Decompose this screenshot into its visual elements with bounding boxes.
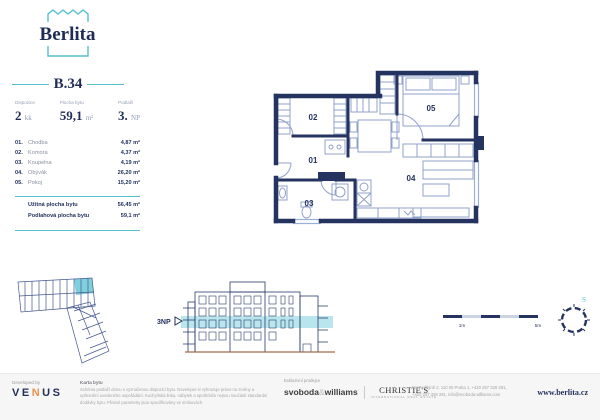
contact-line-1: Na Perštýně 2, 110 00 Praha 1, +420 257 328 281, <box>412 385 507 390</box>
floor-highlight-band <box>181 316 333 328</box>
room-row <box>15 140 140 150</box>
room-area: 15,20 m² <box>117 180 140 186</box>
spec-dispozice <box>15 100 35 124</box>
room-number: 04. <box>15 170 23 176</box>
floor-plan-svg <box>263 60 487 252</box>
room-number: 03. <box>15 160 23 166</box>
room-number: 05. <box>15 180 23 186</box>
room-name: Obývák <box>28 170 47 176</box>
site-plan-svg <box>12 266 132 371</box>
room-name: Pokoj <box>28 180 42 186</box>
title-rule-left <box>12 84 49 85</box>
floor-plan <box>263 60 487 257</box>
total-area: 56,45 m² <box>117 202 140 208</box>
area-totals <box>15 196 140 231</box>
room-row <box>15 180 140 190</box>
elevation-svg <box>155 264 337 364</box>
room-name: Chodba <box>28 140 48 146</box>
room-label-05: 05 <box>426 104 436 113</box>
room-row <box>15 150 140 160</box>
compass-rose <box>554 292 596 345</box>
christies-subline: INTERNATIONAL REAL ESTATE <box>370 395 437 399</box>
compass-circle-icon <box>562 308 586 332</box>
karta-disclaimer: Schéma podlaží domu s vyznačenou dispozicí bytu. Developer si vyhrazuje právo na změny a upřesnění uvedeného uspořádání. Kuchyňská linka, nábytek a spotřebiče nejsou součástí standardní dodávky bytu. Přesné parametry jsou specifikovány ve smlouvách. <box>80 387 268 405</box>
room-list <box>15 140 140 190</box>
room-row <box>15 160 140 170</box>
room-label-03: 03 <box>304 199 314 208</box>
compass-svg <box>554 292 596 340</box>
triangle-pointer-icon <box>175 317 182 325</box>
unit-specs <box>15 100 140 124</box>
venus-logo-pre: VE <box>12 387 32 399</box>
total-label: Užitná plocha bytu <box>28 202 78 208</box>
building-elevation <box>155 264 337 369</box>
contact-line-2: +420 257 328 281, info@svoboda-williams.com <box>412 391 501 397</box>
total-row <box>15 202 140 213</box>
scale-start-label: 1m <box>458 323 466 328</box>
room-label-04: 04 <box>406 174 416 183</box>
room-number: 01. <box>15 140 23 146</box>
building-site-plan <box>12 266 132 376</box>
floor-pointer-label: 3NP <box>157 319 171 326</box>
spec-label: Plocha bytu <box>59 100 84 105</box>
room-area: 4,19 m² <box>120 160 140 166</box>
berlita-logo <box>20 8 115 60</box>
venus-logo-post: US <box>42 387 63 399</box>
scale-end-label: 5m <box>534 323 542 328</box>
room-area: 4,87 m² <box>120 140 140 146</box>
sw-logo-a: svoboda <box>284 387 319 397</box>
spec-value: 2 <box>15 108 22 123</box>
tv-sideboard <box>318 172 345 181</box>
scale-bar <box>443 310 543 337</box>
unit-title-row <box>12 76 124 93</box>
footer <box>0 373 600 420</box>
spec-label: Dispozice <box>15 100 35 105</box>
brand-name: Berlita <box>39 24 96 45</box>
exclusive-seller-label: Exkluzivní prodejce <box>284 378 321 383</box>
venus-logo <box>12 387 62 399</box>
spec-label: Podlaží <box>118 100 134 105</box>
christies-wordmark: CHRISTIE'S <box>379 385 429 395</box>
developed-by-label: Developed by <box>12 380 41 385</box>
karta-bytu-block <box>80 380 270 406</box>
karta-heading: Karta bytu <box>80 380 103 385</box>
north-label: S <box>582 296 586 304</box>
website-link[interactable]: www.berlita.cz <box>537 388 588 397</box>
scale-bar-svg <box>443 310 543 332</box>
contact-info <box>412 385 520 398</box>
spec-suffix: m² <box>85 114 94 122</box>
unit-id: B.34 <box>53 76 83 92</box>
agency-divider <box>364 386 365 399</box>
total-area: 59,1 m² <box>120 213 140 219</box>
room-label-01: 01 <box>308 156 318 165</box>
total-row <box>15 213 140 224</box>
site-plan-lines <box>18 278 109 363</box>
spec-value: 59,1 <box>59 108 83 123</box>
spec-value: 3. <box>118 108 128 123</box>
spec-suffix: NP <box>131 114 140 122</box>
room-row <box>15 170 140 180</box>
room-label-02: 02 <box>308 113 318 122</box>
room-name: Koupelna <box>28 160 52 166</box>
room-name: Komora <box>28 150 48 156</box>
spec-plocha <box>60 100 94 124</box>
sw-logo-b: williams <box>324 387 358 397</box>
spec-podlazi <box>118 100 140 124</box>
svoboda-williams-logo <box>284 387 358 397</box>
room-area: 26,20 m² <box>117 170 140 176</box>
spec-suffix: kk <box>24 114 32 122</box>
room-number: 02. <box>15 150 23 156</box>
room-area: 4,37 m² <box>120 150 140 156</box>
ampersand: & <box>318 387 325 397</box>
total-label: Podlahová plocha bytu <box>28 213 90 219</box>
venus-logo-n: N <box>31 387 43 399</box>
floor-pointer <box>157 317 182 326</box>
title-rule-right <box>87 84 124 85</box>
